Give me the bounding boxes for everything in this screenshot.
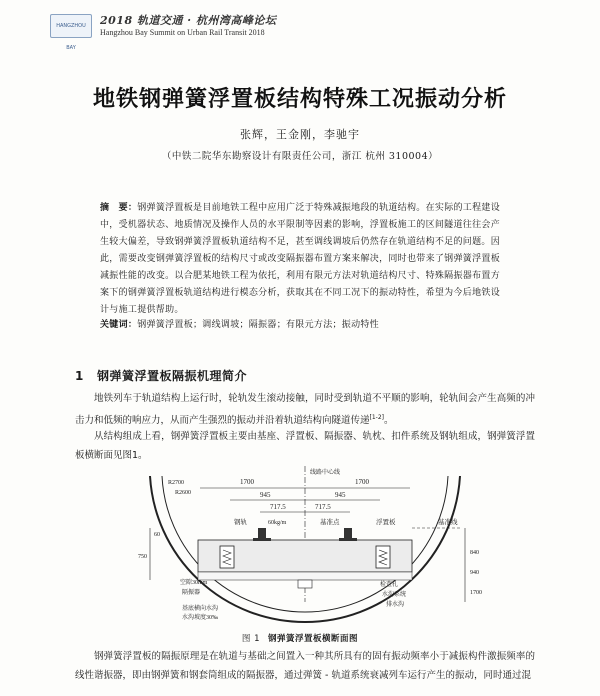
paper-affiliation: （中铁二院华东勘察设计有限责任公司，浙江 杭州 310004） — [161, 151, 439, 162]
track-center-label: 线路中心线 — [310, 470, 341, 476]
label-baseline: 基准线 — [438, 519, 458, 526]
paper-authors: 张辉，王金刚，李驰宇 — [240, 128, 360, 141]
conference-logo: HANGZHOU BAY — [50, 14, 92, 38]
dim-label-right-1700: 1700 — [355, 478, 369, 486]
figure-caption — [0, 632, 600, 644]
conference-header — [0, 0, 600, 51]
rail-base-left — [253, 538, 271, 541]
label-slope: 水沟坡度30‰ — [182, 615, 219, 621]
drain-channel — [298, 580, 312, 588]
figure-caption-text: 钢弹簧浮置板横断面图 — [268, 634, 359, 644]
vdim-label-840: 840 — [470, 550, 479, 556]
label-drain: 基底横向水沟 — [182, 606, 219, 612]
dim-label-right-717: 717.5 — [315, 503, 331, 511]
conference-title-en: Hangzhou Bay Summit on Urban Rail Transit 2018 — [100, 28, 265, 37]
vdim-label-60: 60 — [154, 532, 160, 538]
label-isolator: 隔振器 — [182, 590, 201, 596]
keywords-label: 关键词： — [100, 320, 138, 330]
label-slab: 浮置板 — [376, 519, 396, 526]
section-heading — [75, 367, 247, 384]
label-void: 空隙30mm — [180, 580, 208, 586]
keywords — [100, 318, 500, 332]
paper-title: 地铁钢弹簧浮置板结构特殊工况振动分析 — [92, 87, 507, 112]
body-paragraph-2: 从结构组成上看，钢弹簧浮置板主要由基座、浮置板、隔振器、轨枕、扣件系统及钢轨组成，钢弹簧浮置板横断面见图1。 — [75, 431, 535, 461]
dim-label-left-945: 945 — [260, 491, 271, 499]
abstract — [100, 200, 500, 319]
section-title: 钢弹簧浮置板隔振机理简介 — [97, 369, 248, 383]
rail-base-right — [339, 538, 357, 541]
label-inspect: 检查孔 — [380, 582, 399, 588]
radius-label-2: R2600 — [175, 490, 192, 496]
dim-label-right-945: 945 — [335, 491, 346, 499]
section-number: 1 — [75, 369, 84, 383]
body-paragraph-1 — [75, 389, 535, 430]
label-trough: 水沟系统 — [382, 592, 407, 598]
cross-section-figure — [120, 462, 490, 622]
radius-label-1: R2700 — [168, 480, 185, 486]
label-base: 基准点 — [320, 519, 340, 526]
label-weight: 60kg/m — [268, 520, 287, 526]
label-drainage: 排水沟 — [386, 602, 405, 608]
slab-bottom-layer — [198, 572, 412, 580]
keywords-text: 钢弹簧浮置板；调线调坡；隔振器；有限元方法；振动特性 — [137, 320, 380, 330]
label-rail: 钢轨 — [234, 519, 247, 526]
conference-title-cn: 2018 轨道交通 · 杭州湾高峰论坛 — [100, 14, 277, 27]
abstract-label: 摘 要： — [100, 203, 138, 213]
isolator-left — [220, 546, 234, 568]
para1-text: 地铁列车于轨道结构上运行时，轮轨发生滚动接触，同时受到轨道不平顺的影响，轮轨间会产生高频的冲击力和低频的响应力，从而产生强烈的振动并沿着轨道结构向隧道传递 — [75, 393, 535, 427]
para1-end: 。 — [384, 415, 394, 427]
vdim-label-1700: 1700 — [470, 590, 482, 596]
para1-citation: [1-2] — [369, 414, 384, 421]
vdim-label-750: 750 — [138, 554, 147, 560]
abstract-text: 钢弹簧浮置板是目前地铁工程中应用广泛于特殊减振地段的轨道结构。在实际的工程建设中，受机器状态、地质情况及操作人员的水平限制等因素的影响，浮置板施工的区间隧道往往会产生较大偏差，导致钢弹簧浮置板轨道结构不足，甚至调线调坡后仍然存在轨道结构不足的问题。因此，需要改变钢弹簧浮置板的结构尺寸或改变隔振器布置方案来解决，同时也带来了钢弹簧浮置板减振性能的改变。以合肥某地铁工程为依托，利用有限元方法对轨道结构尺寸、特殊隔振器布置方案下的钢弹簧浮置板轨道结构进行模态分析，获取其在不同工况下的振动特性，希望为今后地铁设计与施工提供帮助。 — [100, 203, 501, 315]
dim-label-left-1700: 1700 — [240, 478, 254, 486]
vdim-label-940: 940 — [470, 570, 479, 576]
isolator-right — [376, 546, 390, 568]
figure-number: 图 1 — [241, 634, 261, 644]
body-paragraph-3: 钢弹簧浮置板的隔振原理是在轨道与基础之间置入一种其所具有的固有振动频率小于减振构件激振频率的线性谐振器，即由钢弹簧和钢套筒组成的隔振器，通过弹簧 - 轨道系统衰减列车运行产生的振动，同时通过混 — [75, 651, 535, 681]
dim-label-left-717: 717.5 — [270, 503, 286, 511]
